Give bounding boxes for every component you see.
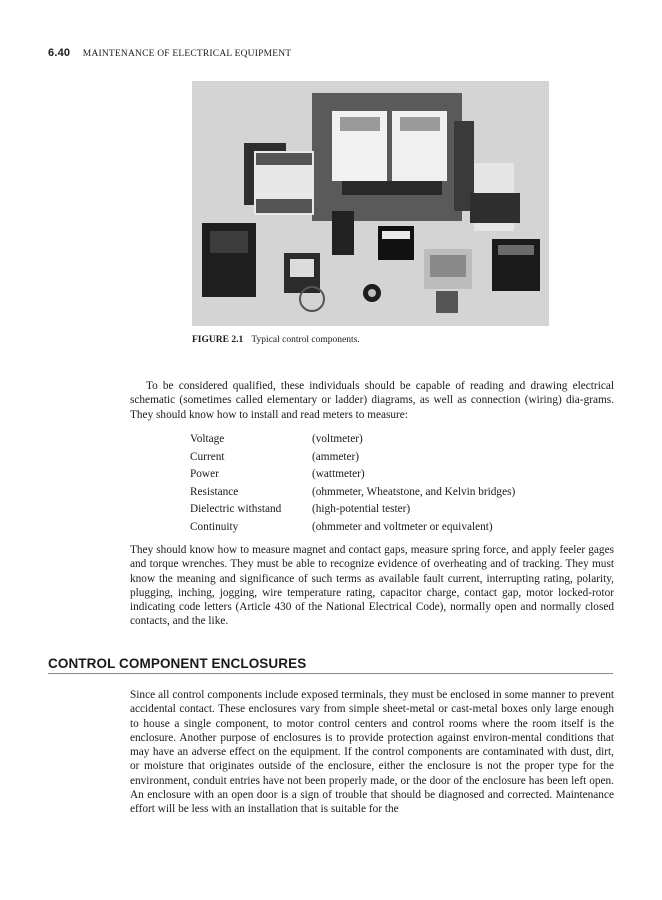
intro-paragraph-block bbox=[130, 379, 614, 422]
measurement-list bbox=[190, 431, 515, 537]
measurement-quantity: Continuity bbox=[190, 520, 239, 533]
measurement-quantity: Current bbox=[190, 450, 225, 463]
measurement-instrument: (high-potential tester) bbox=[312, 503, 411, 516]
section-heading: CONTROL COMPONENT ENCLOSURES bbox=[48, 656, 613, 674]
measurement-quantity: Power bbox=[190, 468, 219, 481]
figure-caption-text: Typical control components. bbox=[251, 335, 360, 345]
measurement-row bbox=[190, 501, 515, 519]
measurement-row bbox=[190, 431, 515, 449]
section-paragraph: Since all control components include exposed terminals, they must be enclosed in some manner to prevent accidental contact. These enclosures vary from simple sheet-metal or cast-metal boxes only large enough to house a single component, to motor control centers and control rooms where the room itself is the enclosure. Another purpose of enclosures is to provide protection against environ-mental conditions that may have an adverse effect on the equipment. If the control components are contaminated with dust, dirt, or moisture that originates outside of the enclosure, either the enclosure is not the proper type for the environment, conduit entries have not been properly made, or the door of the enclosure has been left open. An enclosure with an open door is a sign of trouble that should be diagnosed and corrected. Maintenance effort will be less with an installation that is suitable for the bbox=[130, 689, 614, 816]
measurement-quantity: Resistance bbox=[190, 485, 239, 498]
section-paragraph-block bbox=[130, 688, 614, 817]
measurement-instrument: (ohmmeter, Wheatstone, and Kelvin bridges) bbox=[312, 485, 516, 498]
measurement-row bbox=[190, 466, 515, 484]
intro-paragraph: To be considered qualified, these individuals should be capable of reading and drawing electrical schematic (sometimes called elementary or ladder) diagrams, as well as connection (wiring) dia-grams. They should know how to install and read meters to measure: bbox=[130, 380, 614, 421]
running-header bbox=[48, 47, 291, 59]
figure-photo bbox=[192, 81, 549, 326]
skills-paragraph: They should know how to measure magnet and contact gaps, measure spring force, and apply feeler gages and torque wrenches. They must be able to recognize evidence of overheating and of tracking. They must know the meaning and significance of such terms as available fault current, interrupting rating, polarity, plugging, inching, jogging, wire temperature rating, capacitor charge, contact gap, motor locked-rotor indicating code letters (Article 430 of the National Electrical Code), normally open and normally closed contacts, and the like. bbox=[130, 544, 614, 628]
measurement-row bbox=[190, 449, 515, 467]
measurement-instrument: (ohmmeter and voltmeter or equivalent) bbox=[312, 520, 493, 533]
running-title: MAINTENANCE OF ELECTRICAL EQUIPMENT bbox=[82, 49, 292, 59]
page-number: 6.40 bbox=[48, 47, 71, 59]
measurement-instrument: (ammeter) bbox=[312, 450, 360, 463]
measurement-row bbox=[190, 484, 515, 502]
measurement-quantity: Dielectric withstand bbox=[190, 503, 282, 516]
measurement-instrument: (wattmeter) bbox=[312, 468, 365, 481]
measurement-quantity: Voltage bbox=[190, 433, 225, 445]
figure-caption bbox=[192, 335, 360, 345]
figure-label: FIGURE 2.1 bbox=[192, 335, 244, 345]
skills-paragraph-block bbox=[130, 543, 614, 629]
measurement-instrument: (voltmeter) bbox=[312, 433, 363, 445]
measurement-row bbox=[190, 519, 515, 537]
control-components-photo bbox=[192, 81, 549, 326]
